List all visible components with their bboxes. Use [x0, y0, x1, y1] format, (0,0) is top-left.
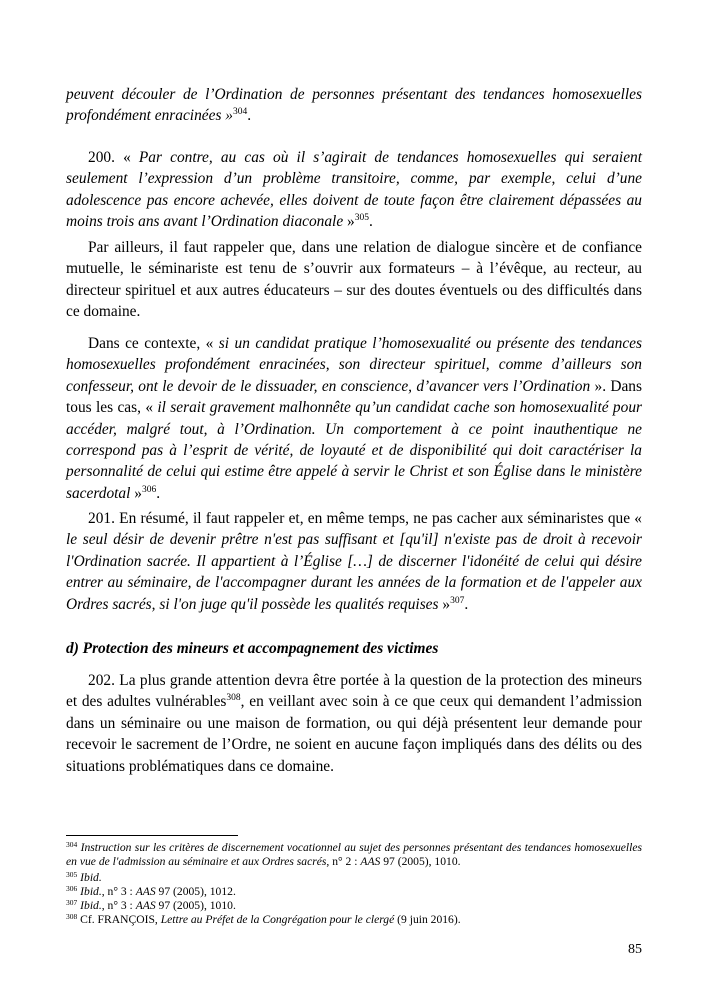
- footnote-304: $^{304}$ Instruction sur les critères de discernement vocationnel au sujet des personnes présentant des tendances homosexuelles en vue de l'admission au séminaire et aux Ordres sacrés, n° 2 : AAS 97 (2005), 1010.: [66, 840, 643, 868]
- paragraph-200: 200. « Par contre, au cas où il s’agirait de tendances homosexuelles qui seraient seulement l’expression d’un problème transitoire, comme, par exemple, celui d’une adolescence pas encore achevée, elles doivent de toute façon être clairement dépassées au moins trois ans avant l’Ordination diaconale »$^{305}$.: [66, 149, 642, 231]
- footnote-307: $^{307}$ Ibid., n° 3 : AAS 97 (2005), 1010.: [66, 898, 236, 912]
- footnote-separator: [66, 835, 238, 836]
- section-heading: d) Protection des mineurs et accompagnement des victimes: [66, 640, 439, 657]
- paragraph-par-ailleurs: Par ailleurs, il faut rappeler que, dans une relation de dialogue sincère et de confiance mutuelle, le séminariste est tenu de s’ouvrir aux formateurs – à l’évêque, au recteur, au directeur spirituel et aux autres éducateurs – sur des doutes éventuels ou des difficultés dans ce domaine.: [66, 239, 642, 321]
- paragraph-201: 201. En résumé, il faut rappeler et, en même temps, ne pas cacher aux séminaristes que « le seul désir de devenir prêtre n'est pas suffisant et [qu'il] n'existe pas de droit à recevoir l'Ordination sacrée. Il appartient à l’Église […] de discerner l'idonéité de celui qui désire entrer au séminaire, de l'accompagner durant les années de la formation et de l'appeler aux Ordres sacrés, si l'on juge qu'il possède les qualités requises »$^{307}$.: [66, 510, 642, 613]
- footnote-ref-306: 306: [141, 484, 157, 495]
- paragraph-202: 202. La plus grande attention devra être portée à la question de la protection des mineurs et des adultes vulnérables$^{308}$, en veillant avec soin à ce que ceux qui demandent l’admission dans un séminaire ou une maison de formation, ou qui déjà présentent leur demande pour recevoir le sacrement de l’Ordre, ne soient en aucune façon impliqués dans des délits ou des situations problématiques dans ce domaine.: [66, 672, 643, 775]
- paragraph-continuation: peuvent découler de l’Ordination de personnes présentant des tendances homosexuelles profondément enracinées »$^{304}$.: [66, 86, 642, 125]
- footnote-ref-307: 307: [450, 595, 465, 606]
- footnote-ref-304: 304: [232, 107, 248, 118]
- footnote-305: $^{305}$ Ibid.: [66, 870, 102, 884]
- footnote-ref-308: 308: [226, 693, 241, 704]
- paragraph-contexte: Dans ce contexte, « si un candidat pratique l’homosexualité ou présente des tendances homosexuelles profondément enracinées, son directeur spirituel, comme d’ailleurs son confesseur, ont le devoir de le dissuader, en conscience, d’avancer vers l’Ordination ». Dans tous les cas, « il serait gravement malhonnête qu’un candidat cache son homosexualité pour accéder, malgré tout, à l’Ordination. Un comportement à ce point inauthentique ne correspond pas à l’esprit de vérité, de loyauté et de disponibilité qui doit caractériser la personnalité de celui qui estime être appelé à servir le Christ et son Église dans le ministère sacerdotal »$^{306}$.: [66, 335, 643, 502]
- footnote-308: $^{308}$ Cf. FRANÇOIS, Lettre au Préfet de la Congrégation pour le clergé (9 juin 2016).: [66, 912, 461, 926]
- page-number: 85: [628, 942, 642, 957]
- footnote-306: $^{306}$ Ibid., n° 3 : AAS 97 (2005), 1012.: [66, 884, 236, 898]
- footnote-ref-305: 305: [354, 213, 369, 224]
